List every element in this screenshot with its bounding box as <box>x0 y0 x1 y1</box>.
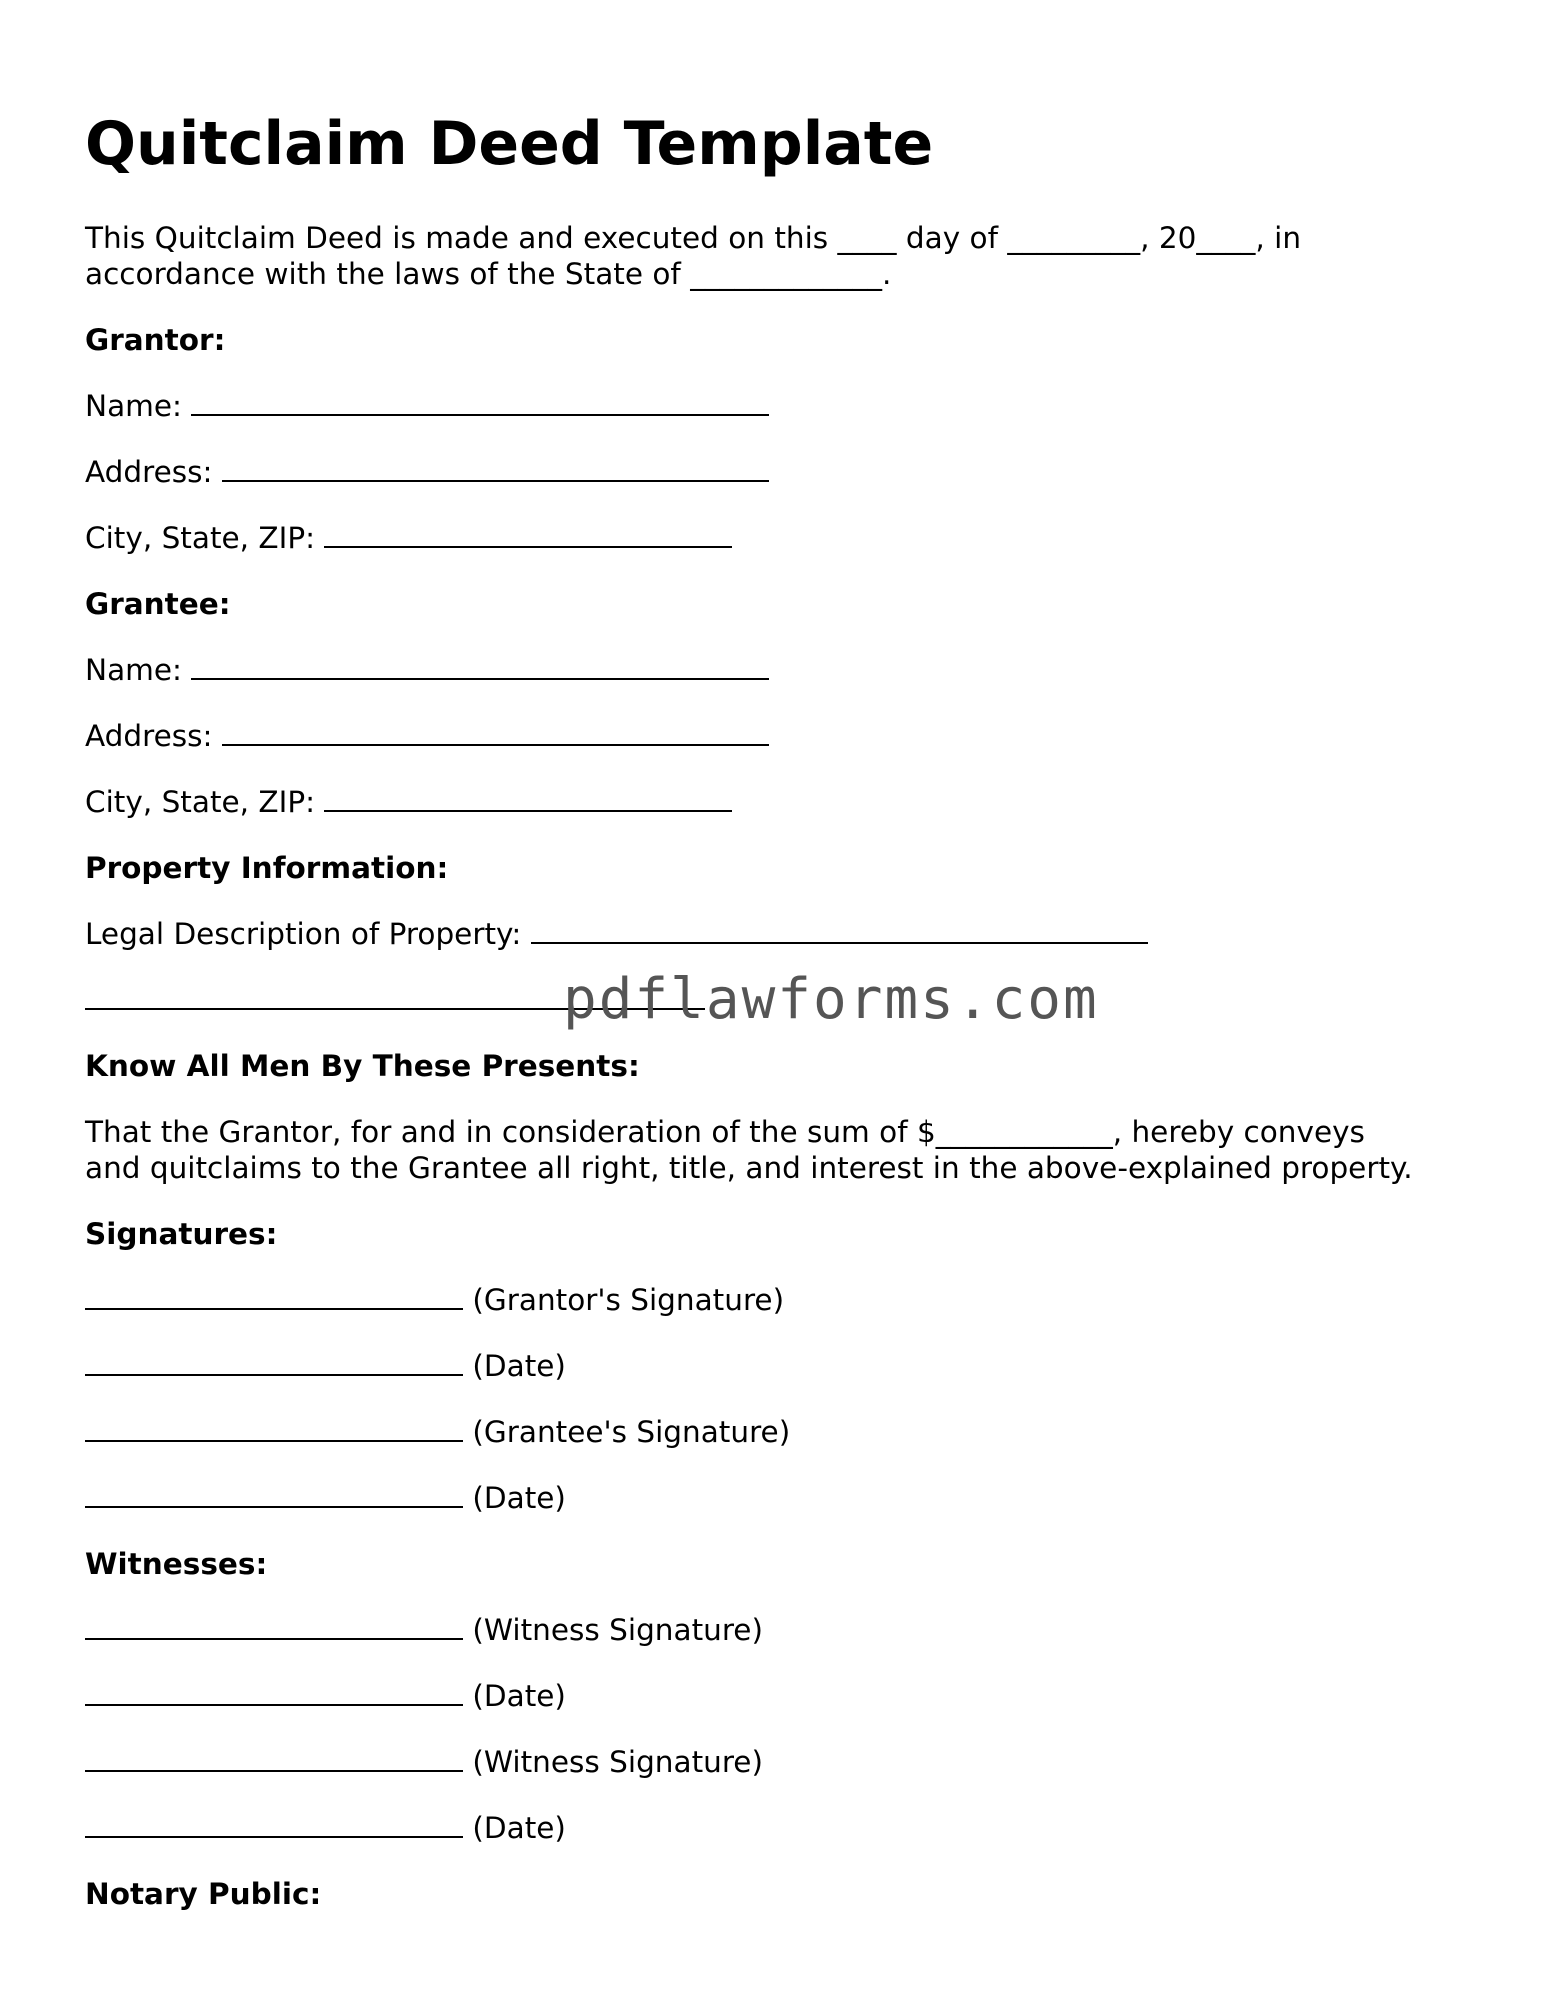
page-title: Quitclaim Deed Template <box>85 109 934 179</box>
grantee-address-row <box>85 718 769 754</box>
grantee-address-label: Address: <box>85 719 213 753</box>
witness-row <box>85 1744 763 1780</box>
grantee-name-row <box>85 652 769 688</box>
grantor-name-field[interactable] <box>191 390 769 416</box>
grantor-name-row <box>85 388 769 424</box>
witness-2-date-field[interactable] <box>85 1812 463 1838</box>
intro-line-1: This Quitclaim Deed is made and executed on this ____ day of _________, 20____, in <box>85 221 1302 255</box>
witness-1-date-field[interactable] <box>85 1680 463 1706</box>
grantor-name-label: Name: <box>85 389 182 423</box>
grantee-name-field[interactable] <box>191 654 769 680</box>
witness-1-signature-field[interactable] <box>85 1614 463 1640</box>
legal-description-row <box>85 916 1148 952</box>
signature-label: (Date) <box>472 1349 566 1383</box>
grantee-heading: Grantee: <box>85 587 231 621</box>
presents-line-2: and quitclaims to the Grantee all right, title, and interest in the above-explained property. <box>85 1151 1413 1185</box>
signature-label: (Grantee's Signature) <box>472 1415 791 1449</box>
witness-label: (Date) <box>472 1679 566 1713</box>
signature-row <box>85 1414 790 1450</box>
legal-description-field[interactable] <box>531 918 1148 944</box>
signature-label: (Date) <box>472 1481 566 1515</box>
watermark: pdflawforms.com <box>563 967 1099 1032</box>
legal-description-label: Legal Description of Property: <box>85 917 522 951</box>
witness-label: (Witness Signature) <box>472 1745 763 1779</box>
witness-label: (Date) <box>472 1811 566 1845</box>
presents-heading: Know All Men By These Presents: <box>85 1049 640 1083</box>
intro-line-2: accordance with the laws of the State of _____________. <box>85 257 892 291</box>
signature-row <box>85 1348 566 1384</box>
grantor-address-row <box>85 454 769 490</box>
witness-row <box>85 1612 763 1648</box>
property-heading: Property Information: <box>85 851 449 885</box>
signature-row <box>85 1480 566 1516</box>
grantee-date-field[interactable] <box>85 1482 463 1508</box>
grantor-date-field[interactable] <box>85 1350 463 1376</box>
grantor-address-label: Address: <box>85 455 213 489</box>
signature-label: (Grantor's Signature) <box>472 1283 785 1317</box>
grantee-city-row <box>85 784 732 820</box>
grantor-city-field[interactable] <box>324 522 732 548</box>
grantor-city-row <box>85 520 732 556</box>
grantee-address-field[interactable] <box>222 720 769 746</box>
grantor-signature-field[interactable] <box>85 1284 463 1310</box>
notary-heading: Notary Public: <box>85 1877 322 1911</box>
signatures-heading: Signatures: <box>85 1217 278 1251</box>
grantee-signature-field[interactable] <box>85 1416 463 1442</box>
grantee-city-field[interactable] <box>324 786 732 812</box>
grantee-name-label: Name: <box>85 653 182 687</box>
witnesses-heading: Witnesses: <box>85 1547 268 1581</box>
witness-label: (Witness Signature) <box>472 1613 763 1647</box>
grantee-city-label: City, State, ZIP: <box>85 785 316 819</box>
presents-line-1: That the Grantor, for and in consideration of the sum of $____________, hereby conveys <box>85 1115 1365 1149</box>
grantor-city-label: City, State, ZIP: <box>85 521 316 555</box>
witness-row <box>85 1810 566 1846</box>
signature-row <box>85 1282 784 1318</box>
witness-2-signature-field[interactable] <box>85 1746 463 1772</box>
witness-row <box>85 1678 566 1714</box>
grantor-heading: Grantor: <box>85 323 226 357</box>
grantor-address-field[interactable] <box>222 456 769 482</box>
